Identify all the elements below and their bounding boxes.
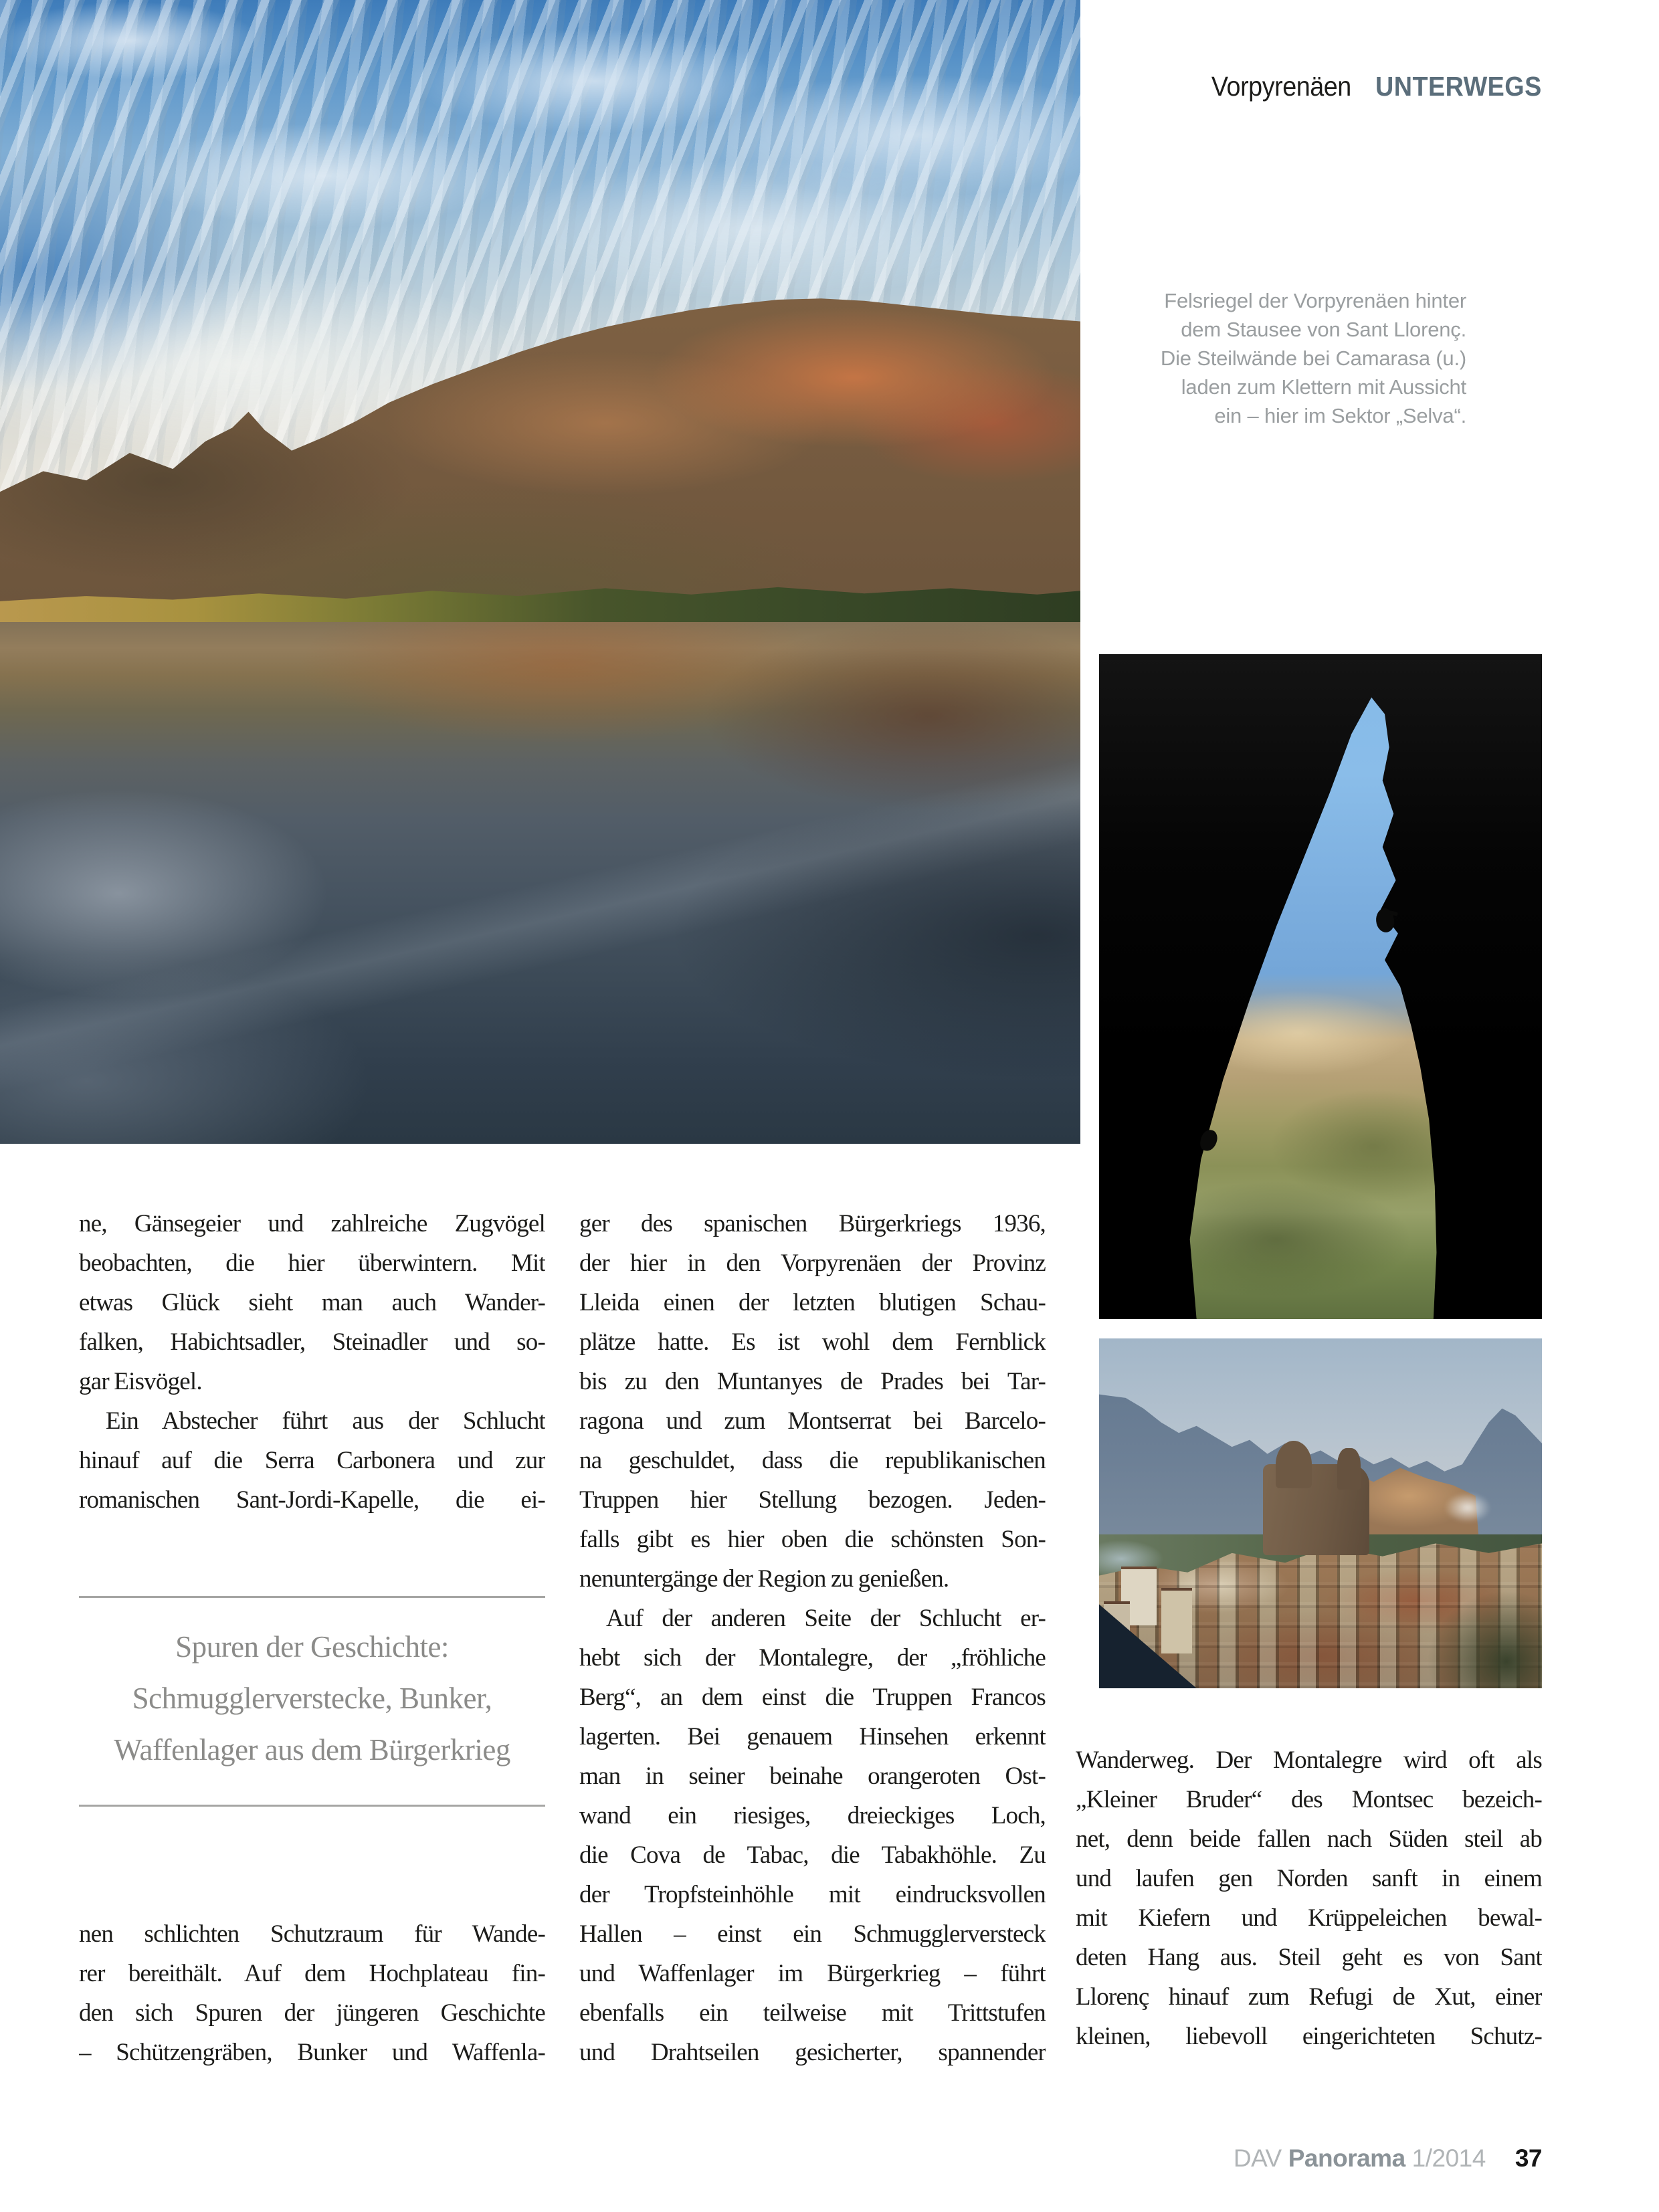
text-line: dem Stausee von Sant Llorenç. (1181, 318, 1466, 341)
text-line: Lleida einen der letzten blutigen Schau- (579, 1289, 1046, 1316)
body-column-1 (79, 1204, 545, 1520)
text-line: wand ein riesiges, dreieckiges Loch, (579, 1802, 1046, 1829)
page-number: 37 (1515, 2144, 1542, 2172)
text-line: ger des spanischen Bürgerkriegs 1936, (579, 1210, 1046, 1237)
text-line: falken, Habichtsadler, Steinadler und so- (79, 1328, 545, 1356)
text-line: Wanderweg. Der Montalegre wird oft als (1076, 1746, 1542, 1774)
text-line: nen schlichten Schutzraum für Wande- (79, 1920, 545, 1948)
body-column-2 (579, 1204, 1046, 2072)
header-wrap (1211, 71, 1542, 102)
text-line: die Cova de Tabac, die Tabakhöhle. Zu (579, 1841, 1046, 1869)
text-line: bis zu den Muntanyes de Prades bei Tar- (579, 1368, 1046, 1395)
pullquote-rule-bottom (79, 1805, 545, 1807)
text-line: hinauf auf die Serra Carbonera und zur (79, 1447, 545, 1474)
text-line: na geschuldet, dass die republikanischen (579, 1447, 1046, 1474)
photo-caption (1099, 286, 1466, 430)
text-line: Auf der anderen Seite der Schlucht er- (606, 1605, 1046, 1632)
text-line: falls gibt es hier oben die schönsten Son- (579, 1526, 1046, 1553)
text-line: – Schützengräben, Bunker und Waffenla- (79, 2039, 545, 2066)
text-line: etwas Glück sieht man auch Wander- (79, 1289, 545, 1316)
article-kicker: Vorpyrenäen (1211, 71, 1352, 102)
page-footer (1076, 2144, 1542, 2173)
text-line: Llorenç hinauf zum Refugi de Xut, einer (1076, 1983, 1542, 2011)
text-line: ragona und zum Montserrat bei Barcelo- (579, 1407, 1046, 1435)
pullquote-rule-top (79, 1596, 545, 1598)
text-line: net, denn beide fallen nach Süden steil ab (1076, 1825, 1542, 1853)
text-line: laden zum Klettern mit Aussicht (1181, 375, 1466, 399)
body-column-3 (1076, 1740, 1542, 2056)
main-photo (0, 0, 1080, 1144)
text-line: romanischen Sant-Jordi-Kapelle, die ei- (79, 1486, 545, 1514)
text-line: „Kleiner Bruder“ des Montsec bezeich- (1076, 1786, 1542, 1813)
text-line: hebt sich der Montalegre, der „fröhliche (579, 1644, 1046, 1672)
text-line: der hier in den Vorpyrenäen der Provinz (579, 1249, 1046, 1277)
cave-photo-opening (1099, 654, 1542, 1319)
text-line: man in seiner beinahe orangeroten Ost- (579, 1763, 1046, 1790)
pullquote (79, 1621, 545, 1776)
text-line: beobachten, die hier überwintern. Mit (79, 1249, 545, 1277)
text-line: lagerten. Bei genauem Hinsehen erkennt (579, 1723, 1046, 1750)
village-photo-smoke (1444, 1492, 1491, 1523)
text-line: deten Hang aus. Steil geht es von Sant (1076, 1944, 1542, 1971)
text-line: Ein Abstecher führt aus der Schlucht (106, 1407, 545, 1435)
text-line: Felsriegel der Vorpyrenäen hinter (1164, 289, 1466, 312)
section-label: UNTERWEGS (1375, 71, 1542, 102)
issue-number: 1/2014 (1411, 2144, 1486, 2172)
magazine-brand: DAV (1233, 2144, 1282, 2172)
text-line: der Tropfsteinhöhle mit eindrucksvollen (579, 1881, 1046, 1908)
text-line: nenuntergänge der Region zu genießen. (579, 1565, 949, 1593)
body-column-1-continued (79, 1914, 545, 2072)
text-line: mit Kiefern und Krüppeleichen bewal- (1076, 1904, 1542, 1932)
page-header (1076, 71, 1542, 102)
text-line: Hallen – einst ein Schmugglerversteck (579, 1920, 1046, 1948)
text-line: und Waffenlager im Bürgerkrieg – führt (579, 1960, 1046, 1987)
main-photo-vignette (0, 0, 1080, 1144)
text-line: und Drahtseilen gesicherter, spannender (579, 2039, 1046, 2066)
text-line: ein – hier im Sektor „Selva“. (1214, 404, 1466, 427)
text-line: den sich Spuren der jüngeren Geschichte (79, 1999, 545, 2027)
village-photo (1099, 1338, 1542, 1688)
cave-photo (1099, 654, 1542, 1319)
text-line: Berg“, an dem einst die Truppen Francos (579, 1684, 1046, 1711)
text-line: gar Eisvögel. (79, 1368, 202, 1395)
text-line: Truppen hier Stellung bezogen. Jeden- (579, 1486, 1046, 1514)
text-line: rer bereithält. Auf dem Hochplateau fin- (79, 1960, 545, 1987)
village-photo-house (1161, 1591, 1192, 1653)
text-line: Waffenlager aus dem Bürgerkrieg (114, 1733, 510, 1767)
text-line: kleinen, liebevoll eingerichteten Schutz- (1076, 2023, 1542, 2050)
text-line: Schmugglerverstecke, Bunker, (132, 1682, 492, 1715)
text-line: Spuren der Geschichte: (175, 1630, 449, 1664)
text-line: ebenfalls ein teilweise mit Trittstufen (579, 1999, 1046, 2027)
village-photo-trees (1427, 1591, 1542, 1688)
text-line: und laufen gen Norden sanft in einem (1076, 1865, 1542, 1892)
text-line: ne, Gänsegeier und zahlreiche Zugvögel (79, 1210, 545, 1237)
village-photo-church (1263, 1464, 1369, 1555)
magazine-title: Panorama (1288, 2144, 1405, 2172)
text-line: Die Steilwände bei Camarasa (u.) (1160, 346, 1466, 370)
text-line: plätze hatte. Es ist wohl dem Fernblick (579, 1328, 1046, 1356)
